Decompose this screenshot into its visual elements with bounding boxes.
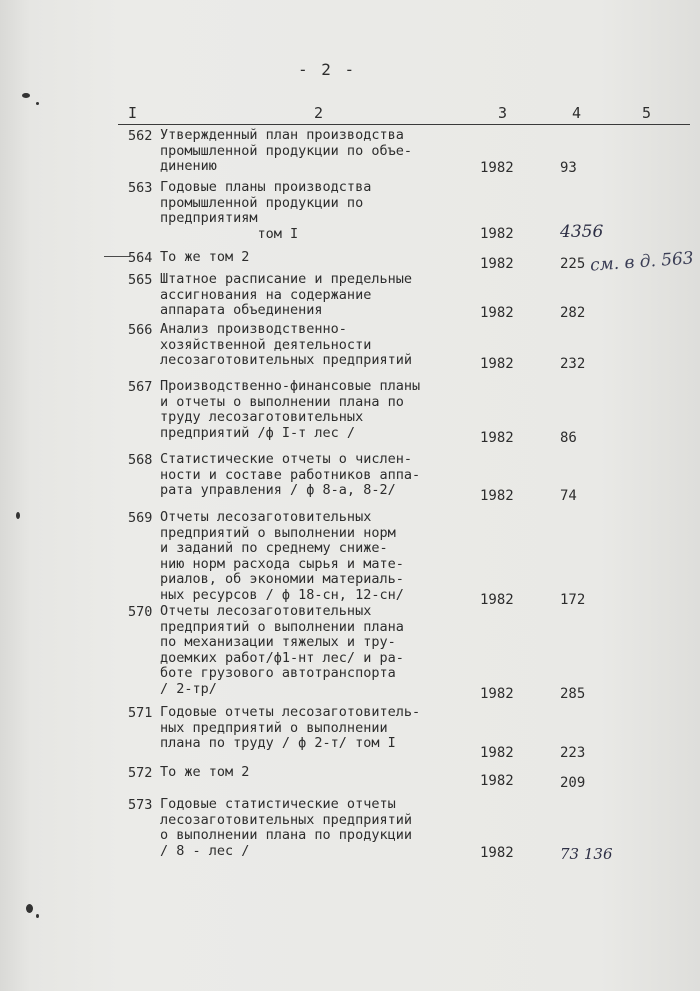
margin-dash-mark	[104, 256, 130, 257]
column-header-4: 4	[572, 104, 582, 122]
scan-speck	[22, 93, 30, 98]
entry-year: 1982	[480, 845, 514, 861]
column-header-1: I	[128, 104, 138, 122]
entry-year: 1982	[480, 745, 514, 761]
entry-sheet-count: 86	[560, 430, 577, 446]
entry-sheet-count: 73 136	[560, 845, 613, 863]
entry-sheet-count: 285	[560, 686, 586, 702]
entry-number: 571	[128, 705, 153, 721]
entry-title: Отчеты лесозаготовительных предприятий о выполнении плана по механизации тяжелых и тру- доемких работ/ф1-нт лес/ и ра- боте грузового автотранспорта / 2-тр/	[160, 603, 404, 697]
page-number: - 2 -	[298, 60, 357, 79]
entry-year: 1982	[480, 226, 514, 242]
entry-number: 562	[128, 128, 153, 144]
entry-sheet-count: 172	[560, 592, 586, 608]
entry-number: 569	[128, 510, 153, 526]
entry-sheet-count: 209	[560, 775, 586, 791]
entry-title: Годовые статистические отчеты лесозаготовительных предприятий о выполнении плана по продукции / 8 - лес /	[160, 796, 412, 859]
scan-speck	[16, 512, 20, 519]
entry-title: Анализ производственно- хозяйственной деятельности лесозаготовительных предприятий	[160, 321, 412, 368]
entry-year: 1982	[480, 686, 514, 702]
entry-number: 564	[128, 250, 153, 266]
scan-speck	[36, 914, 39, 918]
entry-year: 1982	[480, 305, 514, 321]
entry-title: То же том 2	[160, 249, 250, 265]
entry-sheet-count: 225	[560, 256, 586, 272]
entry-title: То же том 2	[160, 764, 250, 780]
entry-number: 563	[128, 180, 153, 196]
entry-sheet-count: 282	[560, 305, 586, 321]
entry-sheet-count: 223	[560, 745, 586, 761]
column-header-5: 5	[642, 104, 652, 122]
header-divider	[118, 124, 690, 125]
entry-sheet-count: 93	[560, 160, 577, 176]
entry-year: 1982	[480, 592, 514, 608]
entry-year: 1982	[480, 430, 514, 446]
handwritten-note: см. в д. 563	[589, 248, 695, 276]
entry-sheet-count: 232	[560, 356, 586, 372]
scan-speck	[36, 102, 39, 105]
column-header-2: 2	[314, 104, 324, 122]
entry-title: Статистические отчеты о числен- ности и составе работников аппа- рата управления / ф 8-а, 8-2/	[160, 451, 421, 498]
entry-number: 573	[128, 797, 153, 813]
entry-number: 566	[128, 322, 153, 338]
entry-year: 1982	[480, 488, 514, 504]
entry-title: Отчеты лесозаготовительных предприятий о выполнении норм и заданий по среднему сниже- нию норм расхода сырья и мате- риалов, об экономии материаль- ных ресурсов / ф 18-сн, 12-сн/	[160, 509, 404, 603]
entry-year: 1982	[480, 160, 514, 176]
entry-title: Штатное расписание и предельные ассигнования на содержание аппарата объединения	[160, 271, 412, 318]
entry-sheet-count: 74	[560, 488, 577, 504]
entry-title: Годовые планы производства промышленной продукции по предприятиям том I	[160, 179, 372, 242]
scan-speck	[26, 904, 33, 913]
entry-number: 565	[128, 272, 153, 288]
entry-number: 572	[128, 765, 153, 781]
entry-number: 570	[128, 604, 153, 620]
column-header-3: 3	[498, 104, 508, 122]
entry-title: Годовые отчеты лесозаготовитель- ных предприятий о выполнении плана по труду / ф 2-т/ том I	[160, 704, 421, 751]
entry-title: Производственно-финансовые планы и отчеты о выполнении плана по труду лесозаготовительных предприятий /ф I-т лес /	[160, 378, 421, 441]
entry-year: 1982	[480, 356, 514, 372]
entry-title: Утвержденный план производства промышленной продукции по объе- динению	[160, 127, 412, 174]
entry-number: 568	[128, 452, 153, 468]
column-header-row	[0, 104, 700, 124]
entry-number: 567	[128, 379, 153, 395]
entry-year: 1982	[480, 256, 514, 272]
entry-sheet-count: 4356	[560, 222, 604, 242]
entry-year: 1982	[480, 773, 514, 789]
